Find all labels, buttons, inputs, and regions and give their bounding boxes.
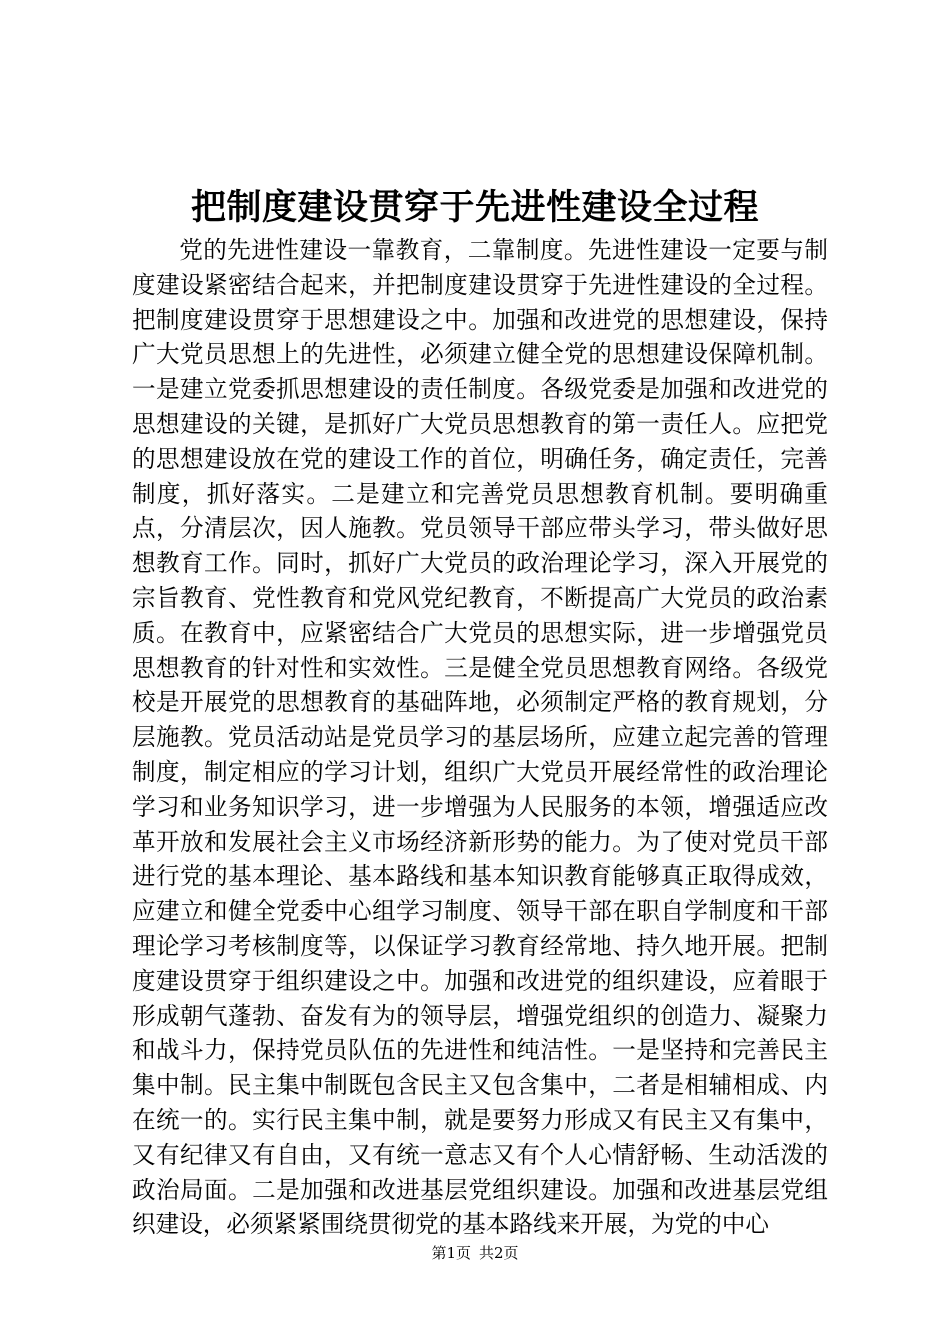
page-number-total: 共2页 xyxy=(479,1244,519,1262)
document-title: 把制度建设贯穿于先进性建设全过程 xyxy=(190,187,759,228)
page-footer xyxy=(0,1242,950,1264)
document-body-paragraph: 党的先进性建设一靠教育，二靠制度。先进性建设一定要与制度建设紧密结合起来，并把制度建设贯穿于先进性建设的全过程。把制度建设贯穿于思想建设之中。加强和改进党的思想建设，保持广大党员思想上的先进性，必须建立健全党的思想建设保障机制。一是建立党委抓思想建设的责任制度。各级党委是加强和改进党的思想建设的关键，是抓好广大党员思想教育的第一责任人。应把党的思想建设放在党的建设工作的首位，明确任务，确定责任，完善制度，抓好落实。二是建立和完善党员思想教育机制。要明确重点，分清层次，因人施教。党员领导干部应带头学习，带头做好思想教育工作。同时，抓好广大党员的政治理论学习，深入开展党的宗旨教育、党性教育和党风党纪教育，不断提高广大党员的政治素质。在教育中，应紧密结合广大党员的思想实际，进一步增强党员思想教育的针对性和实效性。三是健全党员思想教育网络。各级党校是开展党的思想教育的基础阵地，必须制定严格的教育规划，分层施教。党员活动站是党员学习的基层场所，应建立起完善的管理制度，制定相应的学习计划，组织广大党员开展经常性的政治理论学习和业务知识学习，进一步增强为人民服务的本领，增强适应改革开放和发展社会主义市场经济新形势的能力。为了使对党员干部进行党的基本理论、基本路线和基本知识教育能够真正取得成效，应建立和健全党委中心组学习制度、领导干部在职自学制度和干部理论学习考核制度等，以保证学习教育经常地、持久地开展。把制度建设贯穿于组织建设之中。加强和改进党的组织建设，应着眼于形成朝气蓬勃、奋发有为的领导层，增强党组织的创造力、凝聚力和战斗力，保持党员队伍的先进性和纯洁性。一是坚持和完善民主集中制。民主集中制既包含民主又包含集中，二者是相辅相成、内在统一的。实行民主集中制，就是要努力形成又有民主又有集中，又有纪律又有自由，又有统一意志又有个人心情舒畅、生动活泼的政治局面。二是加强和改进基层党组织建设。加强和改进基层党组织建设，必须紧紧围绕贯彻党的基本路线来开展，为党的中心 xyxy=(132,236,828,1239)
page-number-current: 第1页 xyxy=(431,1244,471,1262)
